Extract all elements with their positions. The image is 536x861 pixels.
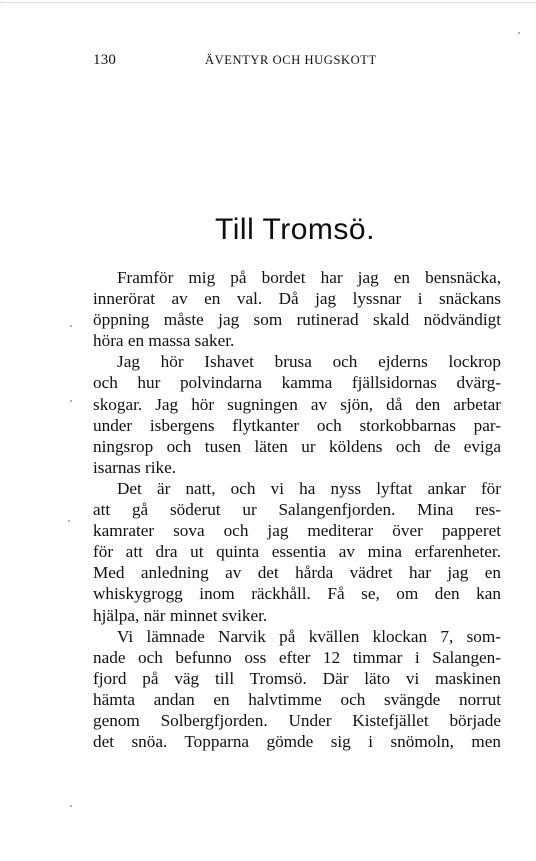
text-line: Det är natt, och vi ha nyss lyftat ankar för — [117, 478, 501, 498]
margin-speck — [518, 32, 520, 34]
text-line: öppning måste jag som rutinerad skald nödvändigt — [93, 310, 501, 330]
text-line: för att dra ut quinta essentia av mina erfarenheter. — [93, 542, 501, 562]
text-line: fjord på väg till Tromsö. Där läto vi maskinen — [93, 668, 501, 688]
margin-speck — [70, 400, 72, 402]
page-top-edge-rule — [0, 2, 536, 3]
text-line: under isbergens flytkanter och storkobbarnas par- — [93, 415, 501, 435]
text-line: hämta andan en halvtimme och svängde norrut — [93, 689, 501, 709]
text-line: Jag hör Ishavet brusa och ejderns lockrop — [117, 352, 501, 372]
text-line: hjälpa, när minnet sviker. — [93, 605, 268, 625]
text-line: Med anledning av det hårda vädret har jag en — [93, 563, 501, 583]
running-head — [93, 52, 503, 72]
text-line: genom Solbergfjorden. Under Kistefjället började — [93, 710, 501, 730]
text-line: det snöa. Topparna gömde sig i snömoln, men — [93, 732, 501, 752]
text-line: kamrater sova och jag mediterar över papperet — [93, 521, 501, 541]
text-line: höra en massa saker. — [93, 331, 235, 351]
text-line: skogar. Jag hör sugningen av sjön, då den arbetar — [93, 394, 501, 414]
chapter-title: Till Tromsö. — [215, 213, 375, 246]
text-line: Framför mig på bordet har jag en bensnäcka, — [117, 268, 501, 287]
text-line: nade och befunno oss efter 12 timmar i Salangen- — [93, 647, 501, 667]
text-line: innerörat av en val. Då jag lyssnar i snäckans — [93, 289, 501, 309]
text-line: och hur polvindarna kamma fjällsidornas dvärg- — [93, 373, 501, 393]
margin-speck — [70, 805, 72, 807]
page-number: 130 — [93, 52, 117, 68]
margin-speck — [68, 520, 70, 522]
text-line: isarnas rike. — [93, 457, 177, 477]
text-line: ningsrop och tusen läten ur köldens och de eviga — [93, 436, 501, 456]
body-text — [93, 267, 501, 752]
text-line: whiskygrogg inom räckhåll. Få se, om den kan — [93, 584, 501, 604]
margin-speck — [70, 325, 72, 327]
running-title: ÄVENTYR OCH HUGSKOTT — [205, 53, 377, 67]
text-line: Vi lämnade Narvik på kvällen klockan 7, som- — [117, 626, 501, 646]
text-line: att gå söderut ur Salangenfjorden. Mina res- — [93, 500, 501, 520]
